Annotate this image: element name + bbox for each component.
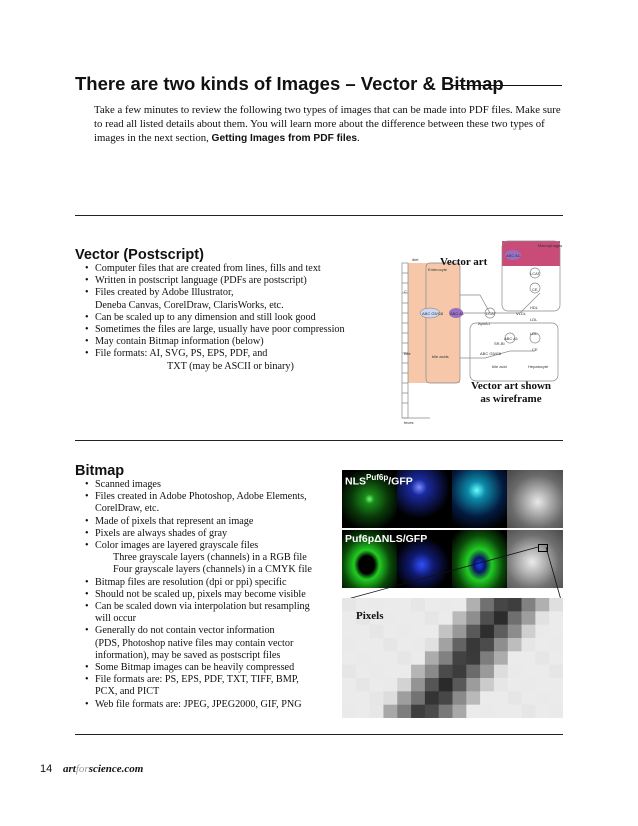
pixel <box>549 651 563 665</box>
pixel <box>508 625 522 639</box>
pixel <box>480 651 494 665</box>
pixel <box>535 651 549 665</box>
section-divider-3 <box>75 734 563 735</box>
pixel <box>439 611 453 625</box>
pixel <box>453 611 467 625</box>
pixel <box>508 678 522 692</box>
intro-paragraph <box>94 103 564 146</box>
pixel <box>508 665 522 679</box>
pixel <box>522 625 536 639</box>
pixel <box>494 705 508 718</box>
zoom-line-right <box>546 547 561 600</box>
pixel <box>439 691 453 705</box>
bile-acids-label: bile acids <box>432 354 449 359</box>
macrophages-label: Macrophages <box>538 243 563 248</box>
vector-art-label: Vector art <box>440 256 488 268</box>
bitmap-bullet: • Files created in Adobe Photoshop, Adobe Elements, <box>85 491 335 503</box>
ldl-label: LDL <box>530 317 538 322</box>
pixel <box>535 625 549 639</box>
pixel <box>397 665 411 679</box>
vector-bullet-cont: TXT (may be ASCII or binary) <box>167 360 294 372</box>
vector-figure <box>390 233 565 425</box>
pixel <box>508 598 522 612</box>
pixel <box>342 611 356 625</box>
pixel <box>356 678 370 692</box>
pixel <box>342 651 356 665</box>
bitmap-bullets <box>85 479 335 711</box>
pixel <box>370 638 384 652</box>
pixel <box>549 691 563 705</box>
pixel <box>535 691 549 705</box>
pixel <box>342 638 356 652</box>
pixel <box>342 625 356 639</box>
pixel <box>508 638 522 652</box>
intro-end: . <box>357 132 360 144</box>
pixel <box>411 625 425 639</box>
vector-wireframe-label <box>465 380 557 406</box>
pixel <box>425 651 439 665</box>
pixel <box>480 705 494 718</box>
pixel <box>522 611 536 625</box>
zoom-line-left <box>344 547 538 600</box>
sr-bi-label: SR-BI <box>494 341 505 346</box>
pixel <box>383 611 397 625</box>
section-divider-1 <box>75 215 563 216</box>
pixel <box>535 705 549 718</box>
pixel <box>397 625 411 639</box>
pixel <box>370 665 384 679</box>
pixel <box>549 611 563 625</box>
pixel <box>411 705 425 718</box>
pixel <box>383 705 397 718</box>
section-divider-2 <box>75 440 563 441</box>
bitmap-heading: Bitmap <box>75 463 125 479</box>
pixel <box>342 665 356 679</box>
bitmap-bullet: • Pixels are always shades of gray <box>85 528 335 540</box>
bitmap-bullet-cont: will occur <box>95 613 137 625</box>
vector-heading: Vector (Postscript) <box>75 247 204 263</box>
bitmap-bullet: • Web file formats are: JPEG, JPEG2000, GIF, PNG <box>85 699 335 711</box>
pixel <box>383 651 397 665</box>
chol-label: C <box>404 289 407 294</box>
apoa1-label: ApoA-I <box>478 321 491 326</box>
pixel <box>549 625 563 639</box>
hepatocyte-label: Hepatocyte <box>528 364 549 369</box>
pixel <box>411 651 425 665</box>
pixel <box>383 598 397 612</box>
vldl-label: VLDL <box>516 311 527 316</box>
abca1-label: ABC A1 <box>450 311 465 316</box>
enterocyte-label: Enterocyte <box>428 267 448 272</box>
pixel <box>453 665 467 679</box>
brand-science: science.com <box>88 763 144 775</box>
hdl-label: HDL <box>530 305 539 310</box>
pixel <box>480 638 494 652</box>
pixel <box>425 705 439 718</box>
vector-bullet: • Written in postscript language (PDFs are postscript) <box>85 275 385 287</box>
pixel <box>453 638 467 652</box>
abcg5g8-label: ABC G5/G8 <box>422 311 444 316</box>
pixel <box>383 678 397 692</box>
pixel <box>439 705 453 718</box>
pixel <box>522 705 536 718</box>
vector-bullet: • Computer files that are created from lines, fills and text <box>85 263 385 275</box>
pixel <box>453 678 467 692</box>
pixel <box>425 691 439 705</box>
intestine-wall <box>402 263 408 418</box>
pixels-label: Pixels <box>356 610 384 622</box>
ce-label: CE <box>532 347 538 352</box>
pixel <box>494 611 508 625</box>
page-number: 14 <box>40 763 53 775</box>
pixel <box>383 638 397 652</box>
pixel <box>397 638 411 652</box>
bile-acid-label: bile acid <box>492 364 507 369</box>
bitmap-sub: Four grayscale layers (channels) in a CMYK file <box>113 564 312 576</box>
pixel <box>411 691 425 705</box>
bitmap-bullet-cont: (PDS, Photoshop native files may contain vector <box>95 637 294 649</box>
pixel <box>494 651 508 665</box>
pixel <box>356 691 370 705</box>
pixel <box>466 705 480 718</box>
pixel <box>535 638 549 652</box>
pixel <box>439 638 453 652</box>
brand-for: for <box>75 763 89 775</box>
pixel <box>425 625 439 639</box>
pixel <box>522 691 536 705</box>
pixel <box>425 598 439 612</box>
bile-label: Bile <box>404 351 411 356</box>
pixel <box>453 705 467 718</box>
vector-bullet-cont: Deneba Canvas, CorelDraw, ClarisWorks, etc. <box>95 299 284 311</box>
pixel <box>535 678 549 692</box>
pixel <box>356 651 370 665</box>
pixel <box>370 625 384 639</box>
pixel <box>411 665 425 679</box>
pixel <box>522 598 536 612</box>
pixel <box>425 665 439 679</box>
feces-label: feces <box>404 420 414 425</box>
pixel <box>397 705 411 718</box>
pixel <box>466 598 480 612</box>
vector-wireframe-label-line: Vector art shown <box>470 380 552 392</box>
pixel <box>522 678 536 692</box>
bitmap-bullet: • Made of pixels that represent an image <box>85 516 335 528</box>
pixel <box>508 691 522 705</box>
pixel-enlargement <box>342 598 563 718</box>
pixel <box>535 598 549 612</box>
label1-pre: NLS <box>345 475 366 488</box>
micrograph-label-1 <box>345 473 413 488</box>
pixel <box>480 611 494 625</box>
ce-label: CE <box>532 287 538 292</box>
pixel <box>480 691 494 705</box>
bitmap-bullet-cont: CorelDraw, etc. <box>95 503 160 515</box>
pixel <box>494 665 508 679</box>
pixel <box>535 611 549 625</box>
pixel <box>466 665 480 679</box>
pixel <box>508 611 522 625</box>
pixel <box>356 638 370 652</box>
micrograph-label-2: Puf6pΔNLS/GFP <box>345 533 428 545</box>
bitmap-bullet: • Should not be scaled up, pixels may become visible <box>85 589 335 601</box>
dic-panel <box>507 470 563 528</box>
vector-bullet: • May contain Bitmap information (below) <box>85 336 385 348</box>
pixel <box>370 678 384 692</box>
enterocyte-fill <box>408 263 460 383</box>
pixel <box>397 678 411 692</box>
pixel <box>370 651 384 665</box>
pixel <box>342 705 356 718</box>
pixel <box>494 625 508 639</box>
pixel <box>439 598 453 612</box>
label1-post: /GFP <box>388 475 413 488</box>
bitmap-bullet: • Some Bitmap images can be heavily compressed <box>85 662 335 674</box>
lcat-label: LCAT <box>530 271 540 276</box>
pixel <box>522 638 536 652</box>
pixel <box>411 611 425 625</box>
bitmap-bullet: • Bitmap files are resolution (dpi or ppi) specific <box>85 577 335 589</box>
pixel <box>480 678 494 692</box>
pixel <box>383 691 397 705</box>
pixel <box>439 678 453 692</box>
bitmap-bullet-cont: information), may be saved as postscript files <box>95 649 281 661</box>
pixel <box>342 598 356 612</box>
pixel <box>549 705 563 718</box>
vector-bullet: • File formats: AI, SVG, PS, EPS, PDF, and <box>85 348 385 360</box>
vector-bullet: • Can be scaled up to any dimension and still look good <box>85 312 385 324</box>
pixel <box>383 665 397 679</box>
pixel <box>480 625 494 639</box>
pixel <box>342 691 356 705</box>
pixel <box>549 678 563 692</box>
pixel <box>494 598 508 612</box>
pixel <box>356 705 370 718</box>
title-rule <box>452 85 562 86</box>
micrograph-row-1 <box>342 470 563 528</box>
vector-bullets <box>85 263 385 373</box>
pixel <box>439 651 453 665</box>
abca1-label: ABC A1 <box>506 253 521 258</box>
pixel <box>425 611 439 625</box>
pixel <box>425 638 439 652</box>
bitmap-bullet: • Can be scaled down via interpolation but resampling <box>85 601 335 613</box>
vector-bullet: • Files created by Adobe Illustrator, <box>85 287 385 299</box>
vector-wireframe-label-line: as wireframe <box>480 393 542 405</box>
pixel <box>480 665 494 679</box>
pixel <box>397 651 411 665</box>
footer-brand <box>63 763 143 775</box>
brand-art: art <box>63 763 76 775</box>
pixel <box>522 665 536 679</box>
pixel <box>494 678 508 692</box>
pixel <box>453 625 467 639</box>
pixel <box>549 598 563 612</box>
pixel <box>466 611 480 625</box>
pixel <box>466 638 480 652</box>
pixel <box>453 651 467 665</box>
pixel <box>535 665 549 679</box>
pixel <box>494 638 508 652</box>
pixel <box>425 678 439 692</box>
pixel <box>342 678 356 692</box>
pixel <box>466 651 480 665</box>
bitmap-bullet: • File formats are: PS, EPS, PDF, TXT, TIFF, BMP, <box>85 674 335 686</box>
merge-panel <box>452 470 507 528</box>
pixel <box>480 598 494 612</box>
pixel <box>439 665 453 679</box>
pixel <box>370 705 384 718</box>
pixel <box>397 691 411 705</box>
pixel <box>383 625 397 639</box>
pixel <box>370 691 384 705</box>
ldl-label: LDL <box>530 331 538 336</box>
intro-text: Take a few minutes to review the following two types of images that can be made into PDF files. Make sure to read all listed details about them. You will learn more about the difference between these two types of images in the next section, <box>94 104 561 144</box>
bitmap-sub: Three grayscale layers (channels) in a RGB file <box>113 552 307 564</box>
pixel <box>508 705 522 718</box>
pixel <box>453 691 467 705</box>
bitmap-bullet: • Scanned images <box>85 479 335 491</box>
pixel <box>549 638 563 652</box>
bitmap-bullet: • Generally do not contain vector information <box>85 625 335 637</box>
pixel <box>439 625 453 639</box>
abca1-label: ABC A1 <box>504 336 519 341</box>
pixel <box>549 665 563 679</box>
bitmap-bullet-cont: PCX, and PICT <box>95 686 160 698</box>
pixel <box>466 691 480 705</box>
bitmap-bullet: • Color images are layered grayscale files <box>85 540 335 552</box>
pixel <box>453 598 467 612</box>
pixel <box>522 651 536 665</box>
pixel <box>466 625 480 639</box>
label1-sup: Puf6p <box>366 473 389 482</box>
page-title: There are two kinds of Images – Vector & Bitmap <box>75 73 504 94</box>
pixel <box>494 691 508 705</box>
pixel <box>411 678 425 692</box>
intro-link[interactable]: Getting Images from PDF files <box>211 133 358 144</box>
pixel <box>397 598 411 612</box>
abcg5g8-label: ABC G5/G8 <box>480 351 502 356</box>
pixel <box>397 611 411 625</box>
pixel <box>356 665 370 679</box>
pixel <box>356 625 370 639</box>
lcat-label: LCAT <box>486 311 496 316</box>
vector-bullet: • Sometimes the files are large, usually have poor compression <box>85 324 385 336</box>
diet-label: diet <box>412 257 419 262</box>
pixel <box>411 638 425 652</box>
pixel <box>466 678 480 692</box>
pixel <box>411 598 425 612</box>
pixel <box>508 651 522 665</box>
